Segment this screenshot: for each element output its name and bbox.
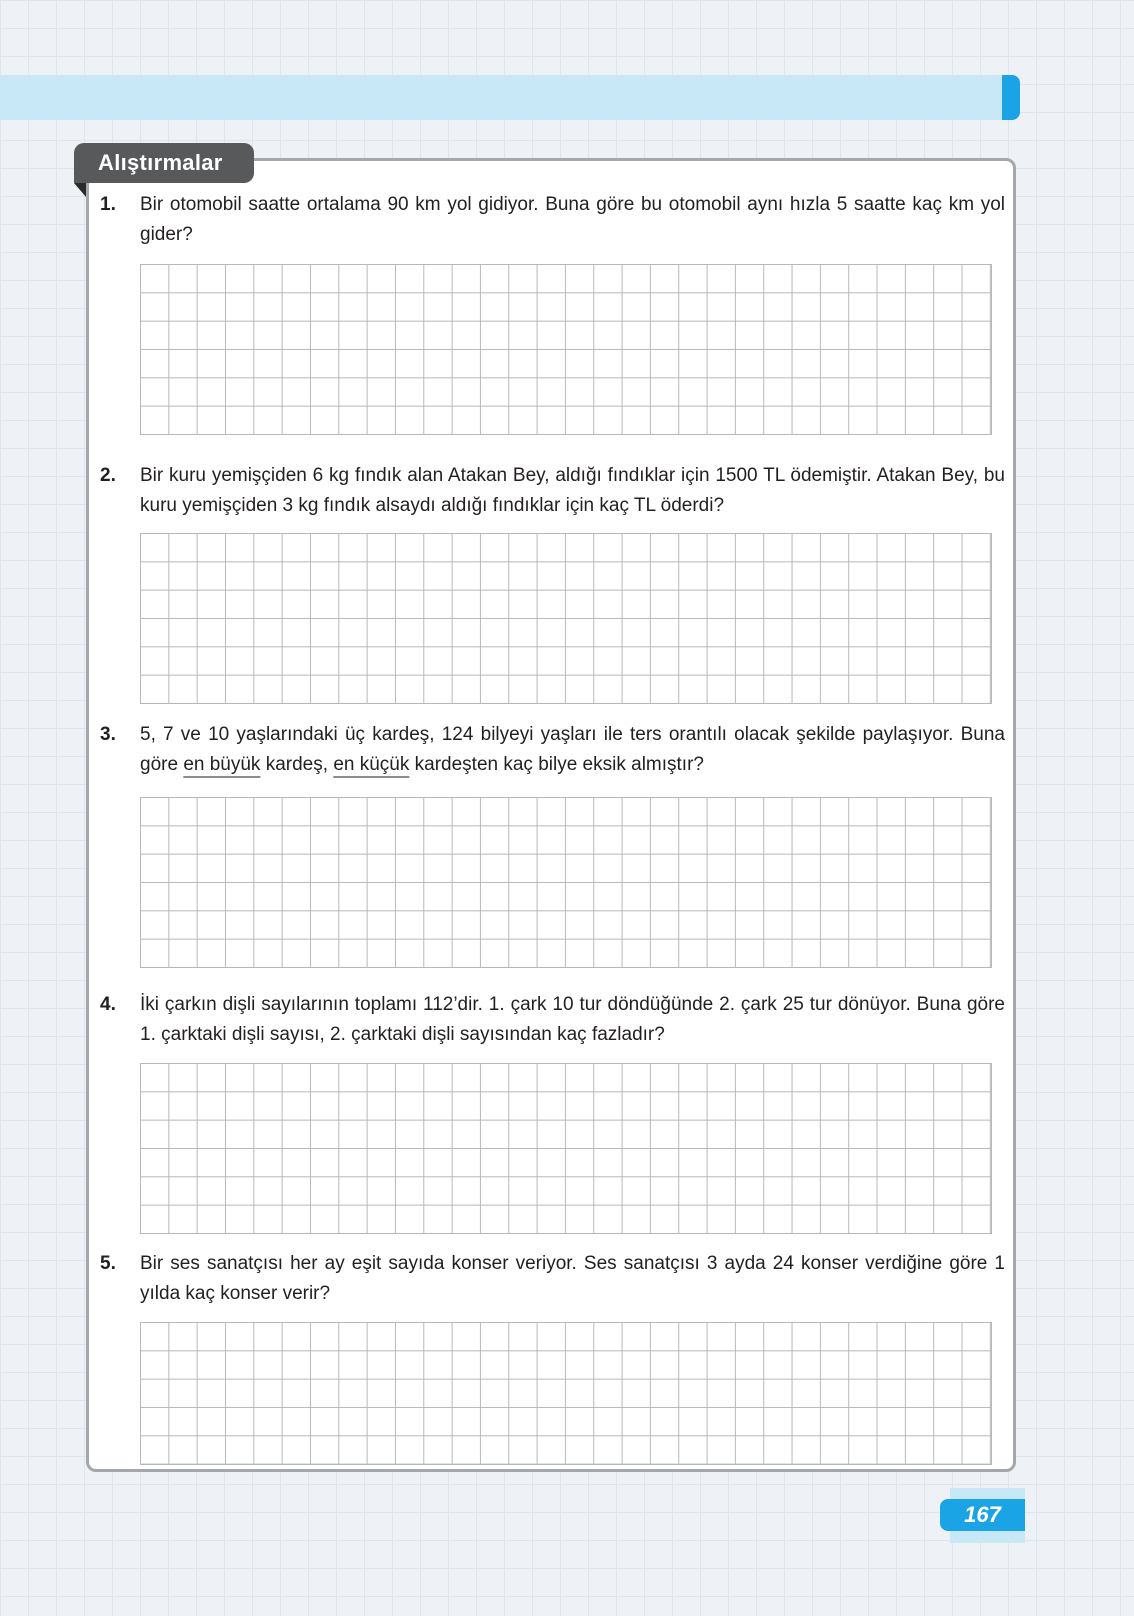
question-number: 4. (100, 994, 116, 1015)
question-3 (100, 720, 1005, 780)
question-5 (100, 1249, 1005, 1309)
underlined-phrase: en büyük (183, 754, 261, 775)
question-text (140, 720, 1005, 780)
question-number: 1. (100, 194, 116, 215)
underlined-phrase: en küçük (333, 754, 410, 775)
page-number: 167 (940, 1499, 1025, 1531)
header-tab (1002, 75, 1020, 120)
question-text: Bir kuru yemişçiden 6 kg fındık alan Atakan Bey, aldığı fındıklar için 1500 TL ödemiştir. Atakan Bey, bu kuru yemişçiden 3 kg fındık alsaydı aldığı fındıklar için kaç TL öderdi? (140, 465, 1005, 516)
question-number: 3. (100, 724, 116, 745)
question-text-part: 5, 7 ve 10 yaşlarındaki üç kardeş, 124 bilyeyi yaşları ile ters orantılı olacak şekilde paylaşıyor. Buna göre (140, 724, 1005, 775)
answer-grid-5[interactable] (140, 1322, 991, 1464)
question-4 (100, 990, 1005, 1050)
section-title: Alıştırmalar (74, 143, 254, 183)
header-band (0, 75, 1008, 120)
question-1 (100, 190, 1005, 250)
question-text: İki çarkın dişli sayılarının toplamı 112’dir. 1. çark 10 tur döndüğünde 2. çark 25 tur dönüyor. Buna göre 1. çarktaki dişli sayısı, 2. çarktaki dişli sayısından kaç fazladır? (140, 994, 1005, 1045)
question-text-part: kardeş, (260, 754, 334, 775)
section-tag-fold (74, 183, 86, 197)
question-text: Bir otomobil saatte ortalama 90 km yol gidiyor. Buna göre bu otomobil aynı hızla 5 saatte kaç km yol gider? (140, 194, 1005, 245)
question-number: 2. (100, 465, 116, 486)
answer-grid-2[interactable] (140, 533, 991, 703)
question-number: 5. (100, 1253, 116, 1274)
answer-grid-4[interactable] (140, 1063, 991, 1233)
question-2 (100, 461, 1005, 521)
answer-grid-3[interactable] (140, 797, 991, 967)
question-text-part: kardeşten kaç bilye eksik almıştır? (409, 754, 704, 775)
answer-grid-1[interactable] (140, 264, 991, 434)
question-text: Bir ses sanatçısı her ay eşit sayıda konser veriyor. Ses sanatçısı 3 ayda 24 konser verdiğine göre 1 yılda kaç konser verir? (140, 1253, 1005, 1304)
